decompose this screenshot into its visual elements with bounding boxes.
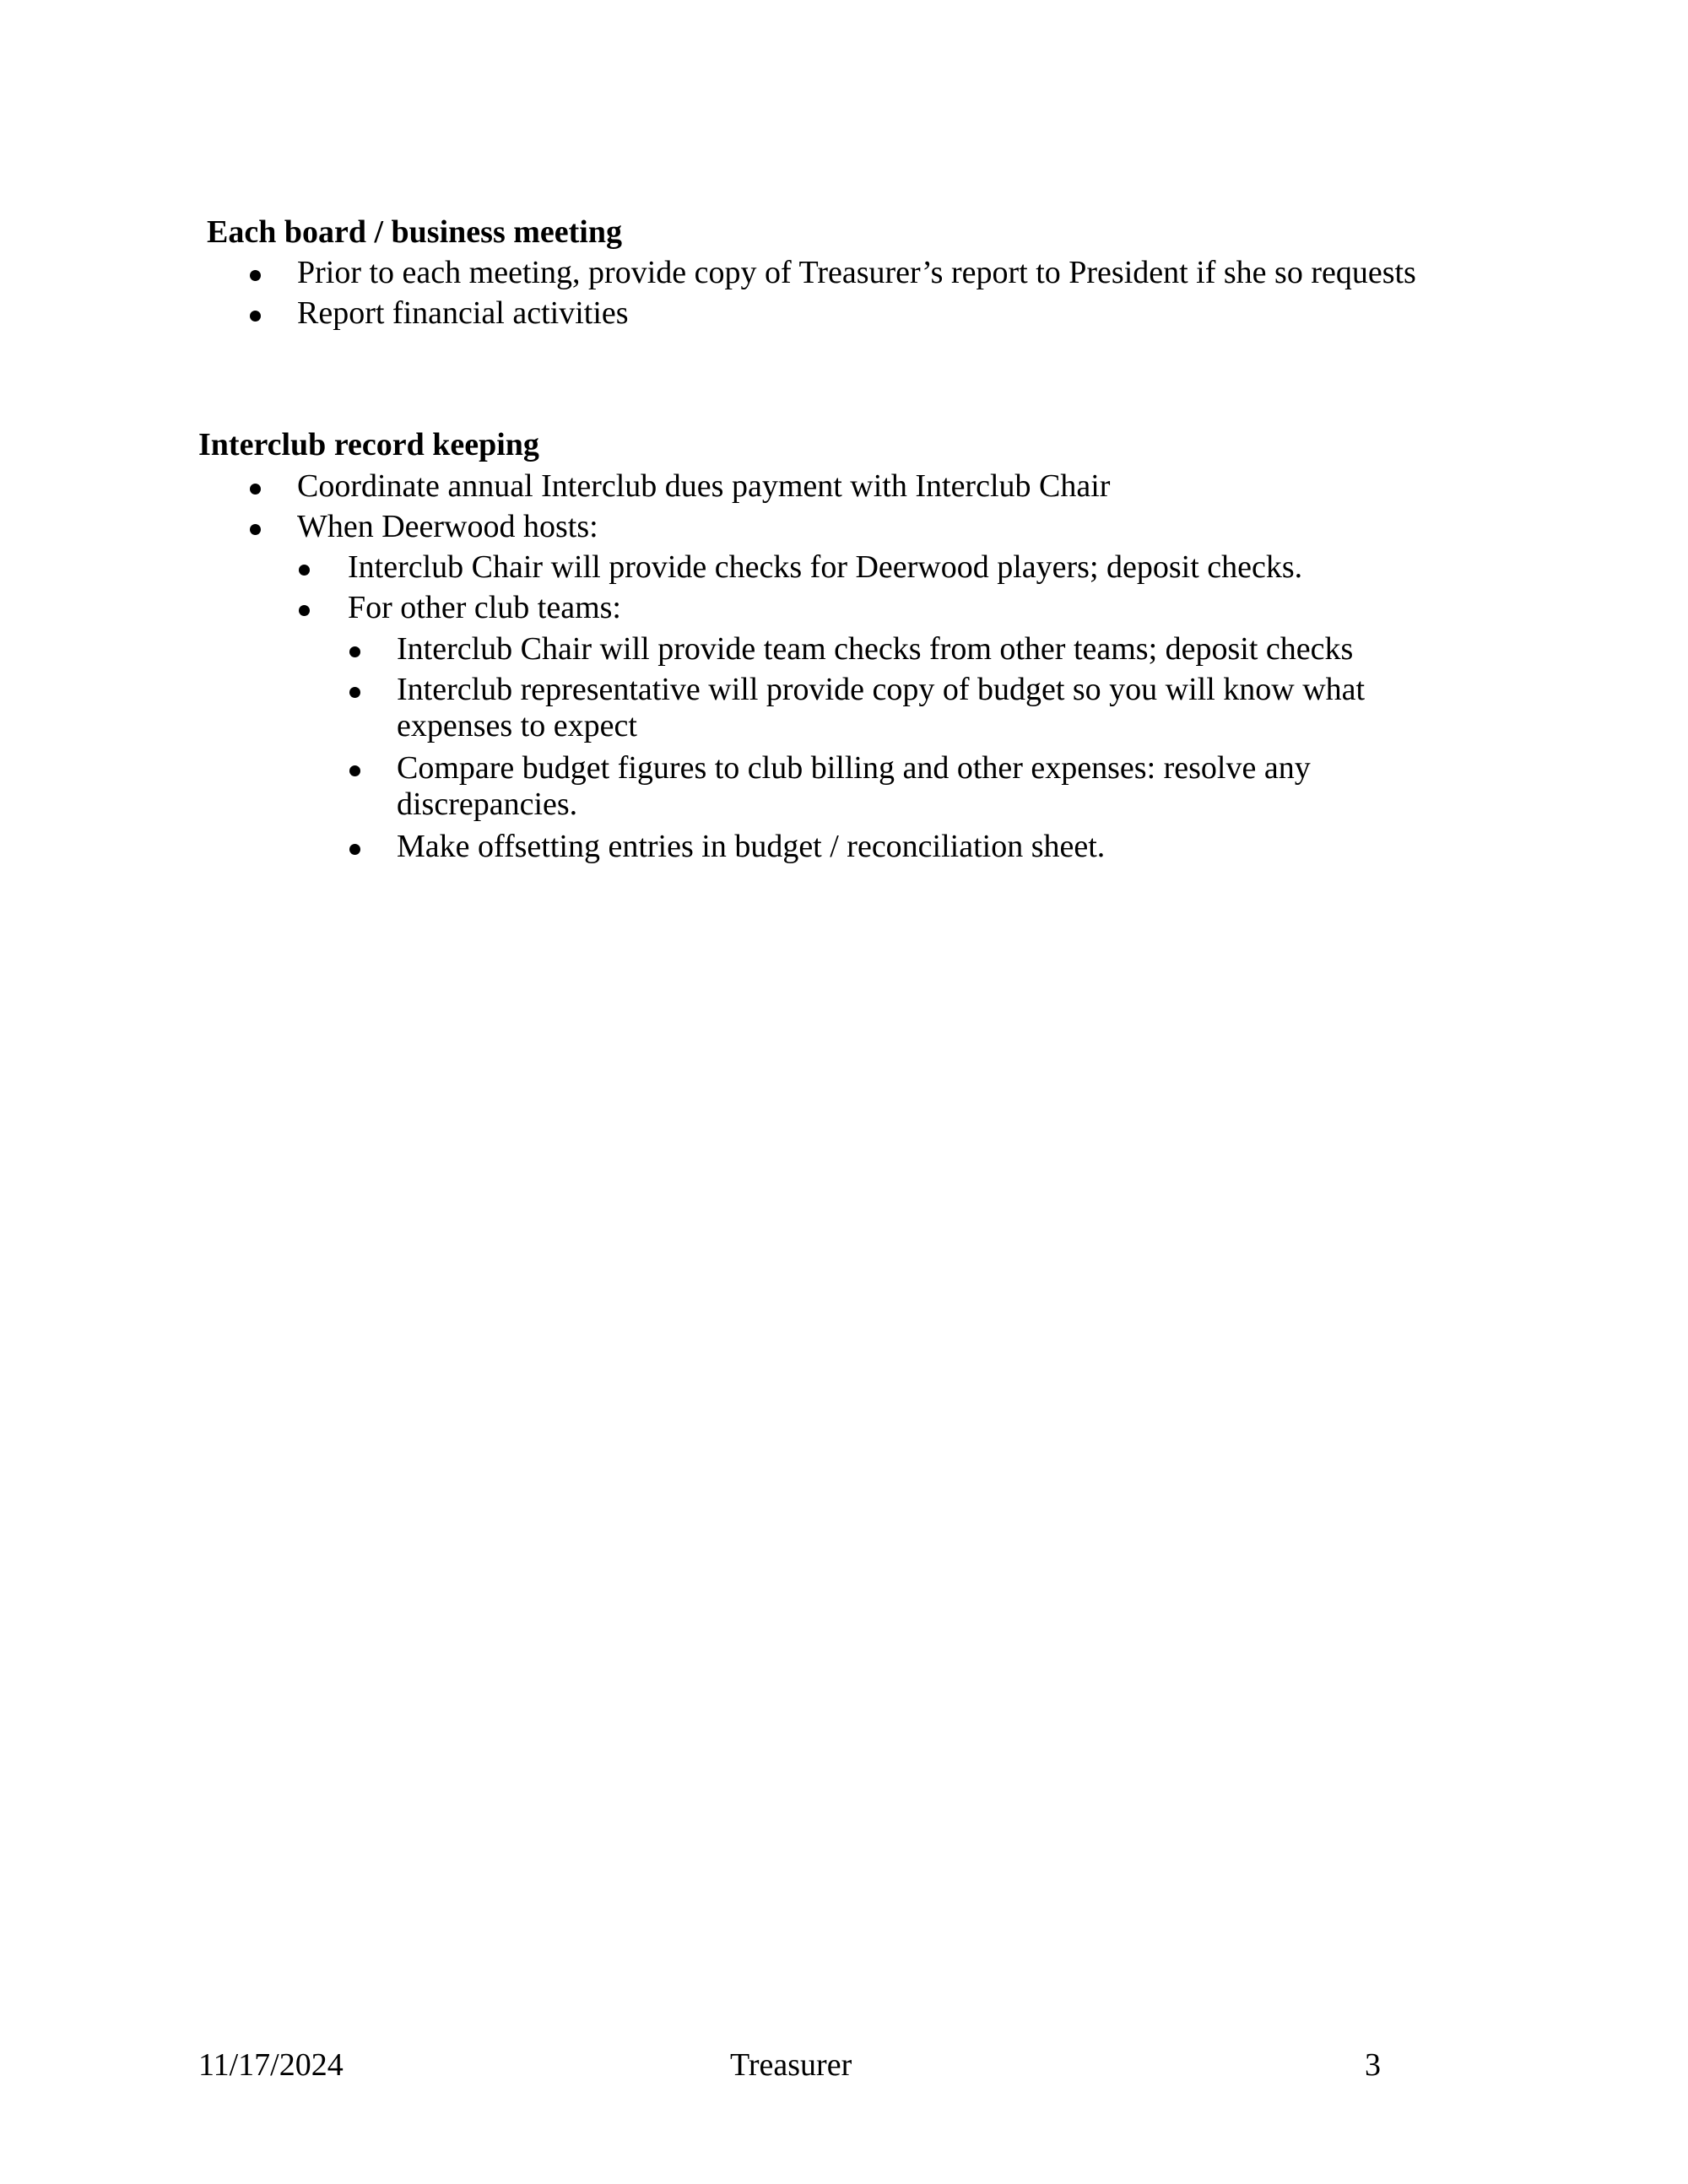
bullet-icon (349, 687, 360, 698)
bullet-icon (349, 646, 360, 657)
bullet-icon (250, 311, 261, 322)
bullet-icon (299, 605, 310, 616)
section-heading-board-meeting: Each board / business meeting (207, 214, 622, 250)
list-item-board-1: Prior to each meeting, provide copy of Treasurer’s report to President if she so requests (297, 255, 1416, 290)
bullet-icon (349, 844, 360, 855)
section-heading-interclub: Interclub record keeping (198, 427, 539, 462)
footer-page-number: 3 (1365, 2047, 1381, 2083)
list-item-other-teams-2: Interclub representative will provide copy of budget so you will know what expenses to expect (397, 672, 1366, 743)
footer-date: 11/17/2024 (198, 2047, 344, 2083)
bullet-icon (299, 565, 310, 576)
footer-title: Treasurer (730, 2047, 852, 2083)
list-item-deerwood-hosts-1: Interclub Chair will provide checks for Deerwood players; deposit checks. (348, 549, 1303, 585)
list-item-other-teams-4: Make offsetting entries in budget / reconciliation sheet. (397, 829, 1106, 864)
list-item-deerwood-hosts-2: For other club teams: (348, 590, 621, 625)
list-item-interclub-2: When Deerwood hosts: (297, 509, 598, 544)
list-item-other-teams-3: Compare budget figures to club billing and other expenses: resolve any discrepancies. (397, 750, 1311, 822)
bullet-icon (250, 484, 261, 495)
bullet-icon (250, 270, 261, 281)
list-item-other-teams-1: Interclub Chair will provide team checks from other teams; deposit checks (397, 631, 1354, 667)
bullet-icon (250, 524, 261, 535)
list-item-board-2: Report financial activities (297, 295, 629, 331)
list-item-interclub-1: Coordinate annual Interclub dues payment with Interclub Chair (297, 468, 1111, 504)
bullet-icon (349, 765, 360, 776)
